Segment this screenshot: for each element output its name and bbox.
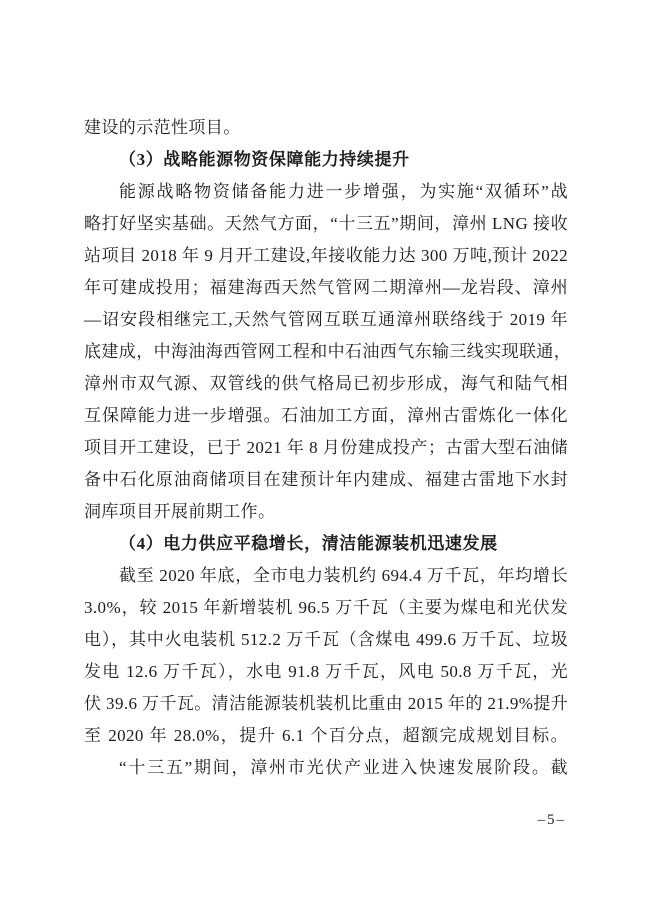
body-text-line: 年可建成投用；福建海西天然气管网二期漳州—龙岩段、漳州 [84,278,568,297]
section-heading: （3）战略能源物资保障能力持续提升 [119,150,410,169]
body-text-line: 洞库项目开展前期工作。 [84,502,276,521]
body-text-line: 电），其中火电装机 512.2 万千瓦（含煤电 499.6 万千瓦、垃圾 [84,630,568,649]
body-text-line: 底建成，中海油海西管网工程和中石油西气东输三线实现联通， [84,342,572,361]
page-number: –5– [537,812,566,828]
body-text-line: 能源战略物资储备能力进一步增强，为实施“双循环”战 [119,182,568,201]
body-text-line: 互保障能力进一步增强。石油加工方面，漳州古雷炼化一体化 [84,406,568,425]
body-text-line: 截至 2020 年底，全市电力装机约 694.4 万千瓦，年均增长 [119,566,568,585]
body-text-line: 3.0%，较 2015 年新增装机 96.5 万千瓦（主要为煤电和光伏发 [84,598,568,617]
document-body [84,112,572,784]
body-text-line: 至 2020 年 28.0%，提升 6.1 个百分点，超额完成规划目标。 [84,726,568,745]
body-text-line: 项目开工建设，已于 2021 年 8 月份建成投产；古雷大型石油储 [84,438,568,457]
body-text-line: 发电 12.6 万千瓦），水电 91.8 万千瓦，风电 50.8 万千瓦，光 [84,662,568,681]
body-text-line: 建设的示范性项目。 [84,118,241,137]
body-text-line: 漳州市双气源、双管线的供气格局已初步形成，海气和陆气相 [84,374,568,393]
body-text-line: 略打好坚实基础。天然气方面，“十三五”期间，漳州 LNG 接收 [84,214,568,233]
body-text-line: 伏 39.6 万千瓦。清洁能源装机装机比重由 2015 年的 21.9%提升 [84,694,569,713]
body-text-line: 备中石化原油商储项目在建预计年内建成、福建古雷地下水封 [84,470,568,489]
body-text-line: “十三五”期间，漳州市光伏产业进入快速发展阶段。截 [119,758,568,777]
body-text-line: 站项目 2018 年 9 月开工建设,年接收能力达 300 万吨,预计 2022 [84,246,568,265]
section-heading: （4）电力供应平稳增长，清洁能源装机迅速发展 [119,534,498,553]
body-text-line: —诏安段相继完工,天然气管网互联互通漳州联络线于 2019 年 [84,310,568,329]
